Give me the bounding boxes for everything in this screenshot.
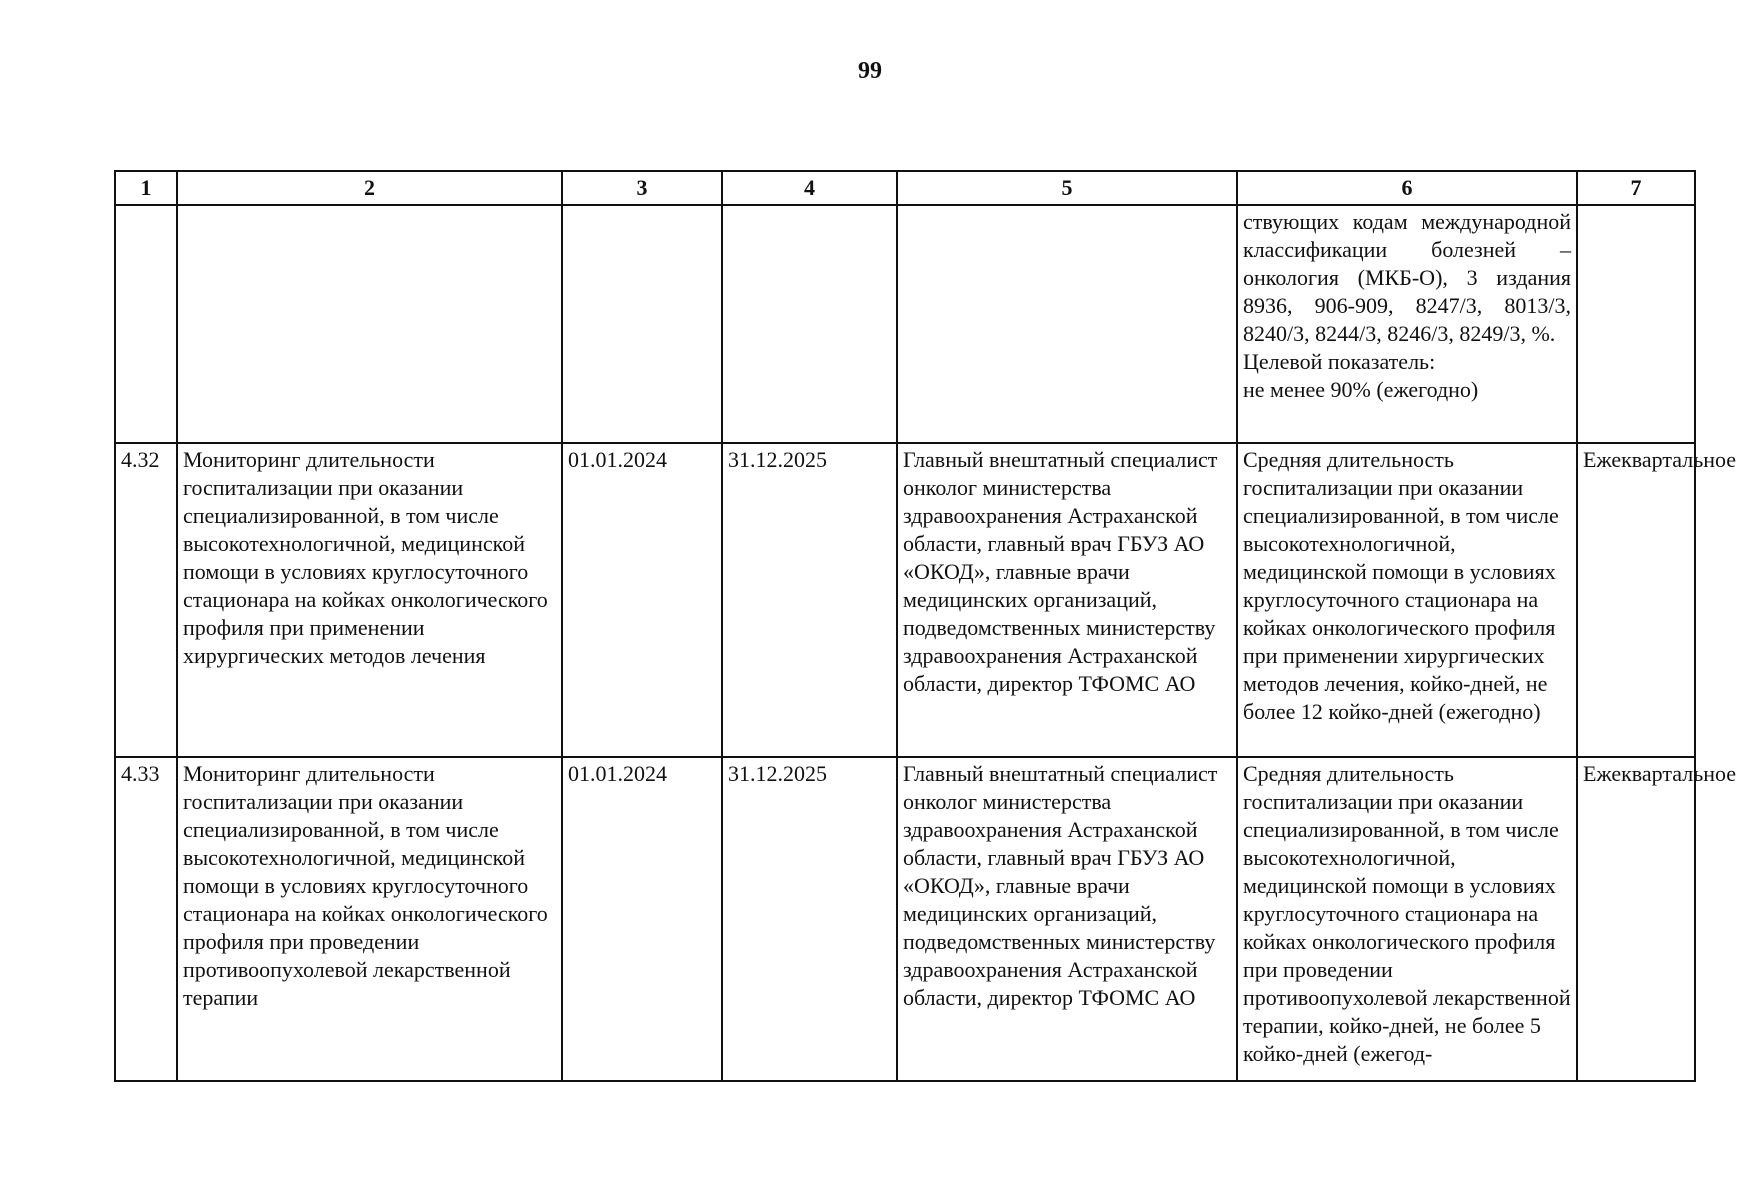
- cell-frequency: Ежеквартальное: [1577, 443, 1695, 757]
- cell-responsible: Главный внештатный специалист онколог министерства здравоохранения Астраханской области, главный врач ГБУЗ АО «ОКОД», главные врачи медицинских организаций, подведомственных министерству здравоохранения Астраханской области, директор ТФОМС АО: [897, 757, 1237, 1081]
- cell-responsible: Главный внештатный специалист онколог министерства здравоохранения Астраханской области, главный врач ГБУЗ АО «ОКОД», главные врачи медицинских организаций, подведомственных министерству здравоохранения Астраханской области, директор ТФОМС АО: [897, 443, 1237, 757]
- header-row: [115, 171, 1695, 205]
- plan-table: [114, 170, 1737, 1082]
- table-row: [115, 443, 1695, 757]
- cell-end-date: 31.12.2025: [722, 757, 897, 1081]
- column-header-4: 4: [722, 171, 897, 205]
- cell-activity: Мониторинг длительности госпитализации при оказании специализированной, в том числе высокотехнологичной, медицинской помощи в условиях круглосуточного стационара на койках онкологического профиля при проведении противоопухолевой лекарственной терапии: [177, 757, 562, 1081]
- table-row: [115, 757, 1695, 1081]
- target-value: не менее 90% (ежегодно): [1243, 377, 1479, 402]
- target-label: Целевой показатель:: [1243, 349, 1436, 374]
- column-header-6: 6: [1237, 171, 1577, 205]
- column-header-1: 1: [115, 171, 177, 205]
- cell-indicator-continuation: [1237, 205, 1577, 443]
- column-header-5: 5: [897, 171, 1237, 205]
- column-header-3: 3: [562, 171, 722, 205]
- column-header-7: 7: [1577, 171, 1695, 205]
- cell-empty: [1577, 205, 1695, 443]
- cell-activity: Мониторинг длительности госпитализации при оказании специализированной, в том числе высокотехнологичной, медицинской помощи в условиях круглосуточного стационара на койках онкологического профиля при применении хирургических методов лечения: [177, 443, 562, 757]
- page-number: 99: [858, 58, 882, 84]
- cell-item-number: 4.32: [115, 443, 177, 757]
- cell-empty: [115, 205, 177, 443]
- cell-item-number: 4.33: [115, 757, 177, 1081]
- cell-empty: [562, 205, 722, 443]
- cell-start-date: 01.01.2024: [562, 757, 722, 1081]
- cell-start-date: 01.01.2024: [562, 443, 722, 757]
- cell-indicator: Средняя длительность госпитализации при оказании специализированной, в том числе высокотехнологичной, медицинской помощи в условиях круглосуточного стационара на койках онкологического профиля при проведении противоопухолевой лекарственной терапии, койко-дней, не более 5 койко-дней (ежегод-: [1237, 757, 1577, 1081]
- cell-empty: [897, 205, 1237, 443]
- table-row-continuation: [115, 205, 1695, 443]
- cell-empty: [722, 205, 897, 443]
- cell-indicator: Средняя длительность госпитализации при оказании специализированной, в том числе высокотехнологичной, медицинской помощи в условиях круглосуточного стационара на койках онкологического профиля при применении хирургических методов лечения, койко-дней, не более 12 койко-дней (ежегодно): [1237, 443, 1577, 757]
- indicator-continuation-text: ствующих кодам международной классификации болезней – онкология (МКБ-О), 3 издания 8936, 906-909, 8247/3, 8013/3, 8240/3, 8244/3, 8246/3, 8249/3, %.: [1243, 209, 1571, 346]
- cell-end-date: 31.12.2025: [722, 443, 897, 757]
- column-header-2: 2: [177, 171, 562, 205]
- cell-empty: [177, 205, 562, 443]
- cell-frequency: Ежеквартальное: [1577, 757, 1695, 1081]
